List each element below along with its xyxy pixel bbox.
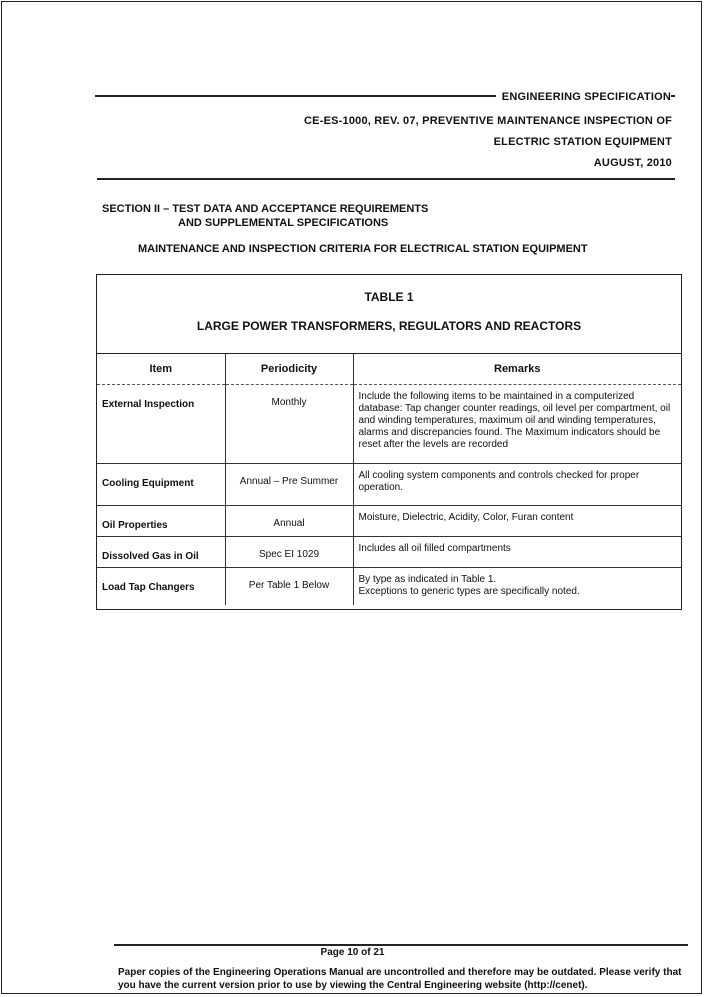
table-row [97,385,681,464]
table-title: LARGE POWER TRANSFORMERS, REGULATORS AND REACTORS [196,319,582,333]
column-header-periodicity: Periodicity [225,354,353,385]
column-header-item: Item [97,354,225,385]
criteria-table [97,353,681,605]
table-1 [96,274,682,610]
spec-date: AUGUST, 2010 [593,157,672,169]
table-row [97,464,681,506]
section-line-2: AND SUPPLEMENTAL SPECIFICATIONS [178,217,389,229]
cell-remarks: Moisture, Dielectric, Acidity, Color, Furan content [353,506,681,537]
criteria-title: MAINTENANCE AND INSPECTION CRITERIA FOR ELECTRICAL STATION EQUIPMENT [138,243,588,255]
spec-title: ENGINEERING SPECIFICATION [496,91,671,103]
cell-item: Oil Properties [97,506,225,537]
spec-subject: ELECTRIC STATION EQUIPMENT [493,136,672,148]
header-bottom-rule [97,178,675,180]
table-row [97,537,681,568]
section-line-1: SECTION II – TEST DATA AND ACCEPTANCE REQUIREMENTS [102,203,429,215]
table-label: TABLE 1 [364,290,414,304]
cell-remarks: Include the following items to be maintained in a computerized database: Tap changer counter readings, oil level per compartment, oil and winding temperatures, maximum oil and winding temperatures, alarms and discrepancies found. The Maximum indicators should be reset after the levels are recorded [353,385,681,464]
column-header-remarks: Remarks [353,354,681,385]
cell-item: Dissolved Gas in Oil [97,537,225,568]
cell-periodicity: Annual – Pre Summer [225,464,353,506]
cell-remarks: All cooling system components and controls checked for proper operation. [353,464,681,506]
cell-remarks: By type as indicated in Table 1. Exceptions to generic types are specifically noted. [353,568,681,605]
cell-item: Cooling Equipment [97,464,225,506]
section-heading [102,202,428,230]
table-header-row [97,354,681,385]
cell-periodicity: Per Table 1 Below [225,568,353,605]
spec-number: CE-ES-1000, REV. 07, PREVENTIVE MAINTENANCE INSPECTION OF [304,115,672,127]
footer-disclaimer: Paper copies of the Engineering Operations Manual are uncontrolled and therefore may be outdated. Please verify that you have the current version prior to use by viewing the Central Engineering website (http://cenet). [118,967,682,991]
table-row [97,568,681,605]
cell-remarks: Includes all oil filled compartments [353,537,681,568]
cell-periodicity: Monthly [225,385,353,464]
table-row [97,506,681,537]
cell-item: Load Tap Changers [97,568,225,605]
cell-item: External Inspection [102,399,195,410]
footer-rule [114,944,688,946]
page-number: Page 10 of 21 [320,947,385,958]
cell-periodicity: Spec EI 1029 [225,537,353,568]
cell-periodicity: Annual [225,506,353,537]
